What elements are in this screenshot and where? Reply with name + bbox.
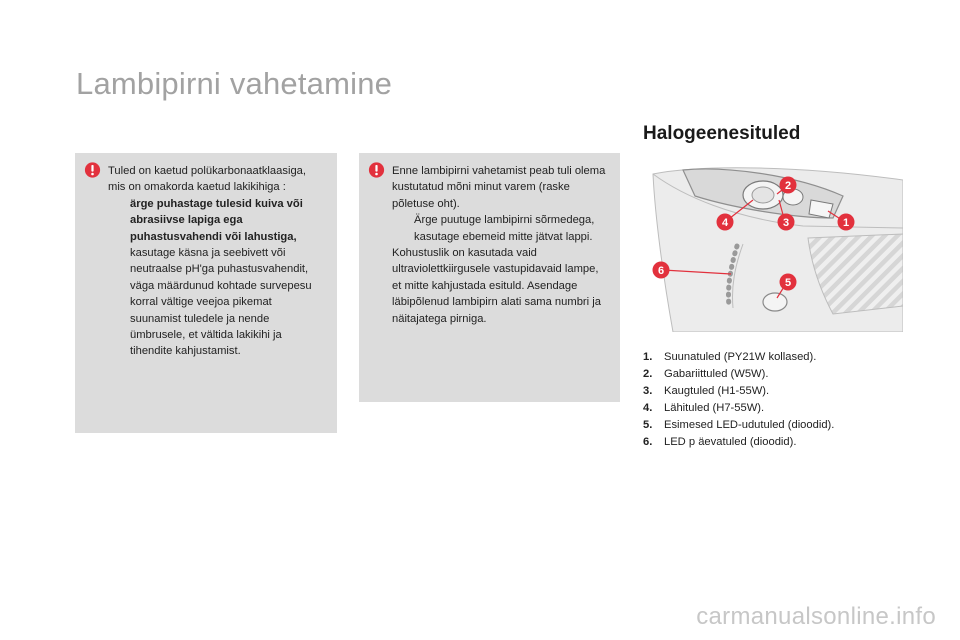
callout-3 (778, 214, 795, 231)
callout-5 (780, 274, 797, 291)
warning-intro: Enne lambipirni vahetamist peab tuli olema kustutatud mõni minut varem (raske põletuse oht). (392, 165, 606, 210)
svg-text:4: 4 (721, 217, 729, 229)
warning-box-cleaning (75, 153, 337, 433)
list-item: 6. LED p äevatuled (dioodid). (643, 436, 797, 448)
warning-intro: Tuled on kaetud polükarbonaatklaasiga, mis on omakorda kaetud lakikihiga : (108, 165, 306, 194)
svg-text:1: 1 (842, 217, 850, 229)
svg-text:3: 3 (782, 217, 790, 229)
callout-4 (717, 214, 734, 231)
warning-outro: Kohustuslik on kasutada vaid ultraviolettkiirgusele vastupidavaid lampe, et mitte kahjustada esituld. Asendage läbipõlenud lambipirn alati sama numbri ja näitajatega pirniga. (392, 247, 601, 325)
bullet-icon (108, 245, 130, 278)
list-item: 1. Suunatuled (PY21W kollased). (643, 351, 817, 363)
list-item (108, 278, 323, 360)
warning-box-bulb-change (359, 153, 620, 402)
bullet-icon (392, 212, 414, 245)
list-item-text: väga määrdunud kohtade survepesu korral vältige veejoa pikemat suunamist tuledele ja nende ümbrusele, et vältida lakikihi ja tihendite kahjustamist. (130, 279, 312, 358)
callout-2 (780, 177, 797, 194)
list-item-text: kasutage käsna ja seebivett või neutraalse pH'ga puhastusvahendit, (130, 247, 309, 276)
car-headlight-illustration (643, 156, 903, 332)
list-item: 5. Esimesed LED-udutuled (dioodid). (643, 419, 835, 431)
section-heading: Halogeenesituled (643, 123, 801, 144)
bullet-icon (108, 278, 130, 360)
svg-text:2: 2 (784, 180, 792, 192)
warning-icon (83, 162, 102, 178)
callout-6 (653, 262, 670, 279)
bulb-legend (643, 349, 943, 451)
svg-text:5: 5 (784, 277, 792, 289)
bullet-icon (108, 196, 130, 245)
warning-icon (367, 162, 386, 178)
list-item: 2. Gabariittuled (W5W). (643, 368, 769, 380)
list-item-text: ärge puhastage tulesid kuiva või abrasiivse lapiga ega puhastusvahendi või lahustiga, (130, 197, 303, 243)
list-item (108, 196, 323, 245)
watermark: carmanualsonline.info (696, 603, 936, 630)
list-item (392, 212, 606, 245)
list-item-text: Ärge puutuge lambipirni sõrmedega, kasutage ebemeid mitte jätvat lappi. (414, 214, 595, 243)
page-title: Lambipirni vahetamine (76, 66, 393, 101)
list-item: 4. Lähituled (H7-55W). (643, 402, 765, 414)
list-item (108, 245, 323, 278)
list-item: 3. Kaugtuled (H1-55W). (643, 385, 770, 397)
svg-text:6: 6 (657, 265, 665, 277)
callout-1 (838, 214, 855, 231)
